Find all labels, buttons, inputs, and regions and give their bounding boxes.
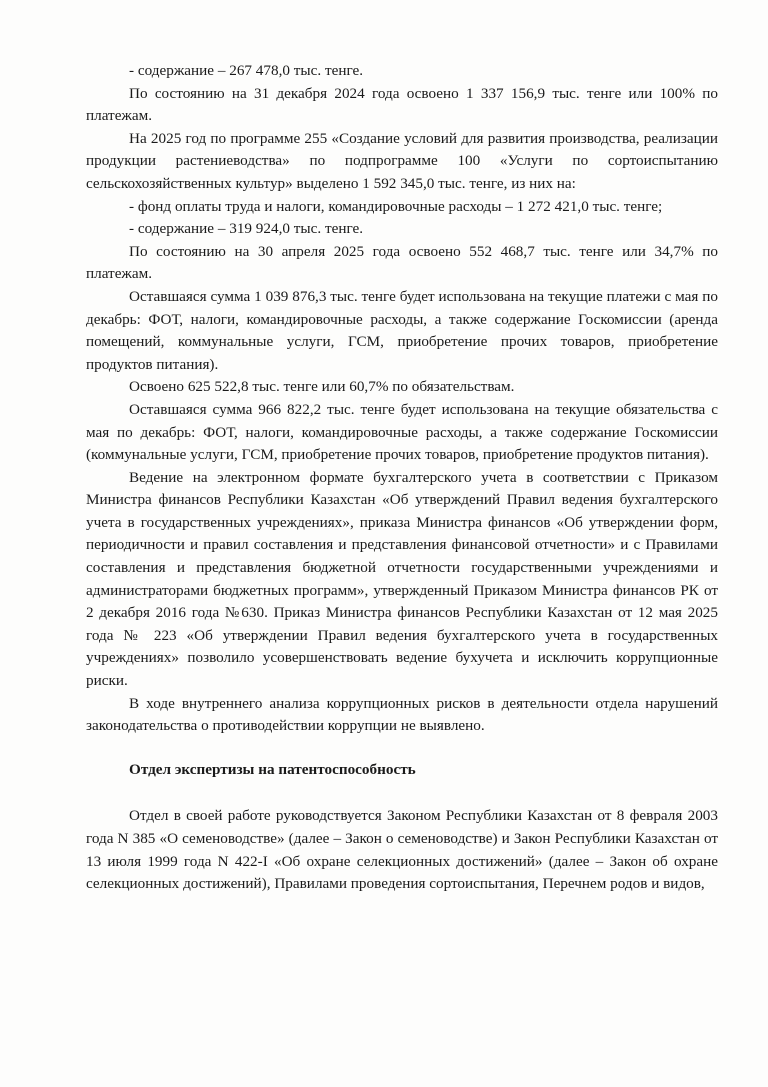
paragraph-payroll-2025: - фонд оплаты труда и налоги, командировочные расходы – 1 272 421,0 тыс. тенге; bbox=[129, 197, 663, 215]
paragraph-corruption-analysis: В ходе внутреннего анализа коррупционных рисков в деятельности отдела нарушений законодательства о противодействии коррупции не выявлено. bbox=[86, 694, 718, 735]
paragraph-department-laws: Отдел в своей работе руководствуется Законом Республики Казахстан от 8 февраля 2003 года N 385 «О семеноводстве» (далее – Закон о семеноводстве) и Закон Республики Казахстан от 13 июля 1999 года N 422-I «Об охране селекционных достижений» (далее – Закон об охране селекционных достижений), Правилами проведения сортоиспытания, Перечнем родов и видов, bbox=[86, 807, 718, 893]
paragraph-obligations-spent: Освоено 625 522,8 тыс. тенге или 60,7% по обязательствам. bbox=[129, 378, 515, 396]
paragraph-program-2025: На 2025 год по программе 255 «Создание условий для развития производства, реализации продукции растениеводства» по подпрограмме 100 «Услуги по сортоиспытанию сельскохозяйственных культур» выделено 1 592 345,0 тыс. тенге, из них на: bbox=[86, 129, 718, 192]
section-heading-patentability: Отдел экспертизы на патентоспособность bbox=[129, 760, 416, 778]
document-body bbox=[86, 60, 718, 896]
paragraph-maintenance-2025: - содержание – 319 924,0 тыс. тенге. bbox=[129, 220, 364, 238]
paragraph-electronic-accounting: Ведение на электронном формате бухгалтерского учета в соответствии с Приказом Министра финансов Республики Казахстан «Об утверждений Правил ведения бухгалтерского учета в государственных учреждениях», приказа Министра финансов «Об утверждении форм, периодичности и правил составления и представления финансовой отчетности» и с Правилами составления и представления бюджетной отчетности государственными учреждениями и администраторами бюджетных программ», утвержденный Приказом Министра финансов РК от 2 декабря 2016 года №630. Приказ Министра финансов Республики Казахстан от 12 мая 2025 года № 223 «Об утверждении Правил ведения бухгалтерского учета в государственных учреждениях» позволило усовершенствовать ведение бухучета и исключить коррупционные риски. bbox=[86, 468, 718, 690]
paragraph-spent-2024: По состоянию на 31 декабря 2024 года освоено 1 337 156,9 тыс. тенге или 100% по платежам. bbox=[86, 84, 718, 125]
paragraph-spent-april-2025: По состоянию на 30 апреля 2025 года освоено 552 468,7 тыс. тенге или 34,7% по платежам. bbox=[86, 242, 718, 283]
paragraph-maintenance-2024: - содержание – 267 478,0 тыс. тенге. bbox=[129, 62, 364, 79]
paragraph-remaining-obligations: Оставшаяся сумма 966 822,2 тыс. тенге будет использована на текущие обязательства с мая по декабрь: ФОТ, налоги, командировочные расходы, а также содержание Госкомиссии (коммунальные услуги, ГСМ, приобретение прочих товаров, приобретение продуктов питания). bbox=[86, 400, 718, 464]
paragraph-remaining-payments: Оставшаяся сумма 1 039 876,3 тыс. тенге будет использована на текущие платежи с мая по декабрь: ФОТ, налоги, командировочные расходы, а также содержание Госкомиссии (аренда помещений, коммунальные услуги, ГСМ, приобретение прочих товаров, приобретение продуктов питания). bbox=[86, 287, 718, 373]
